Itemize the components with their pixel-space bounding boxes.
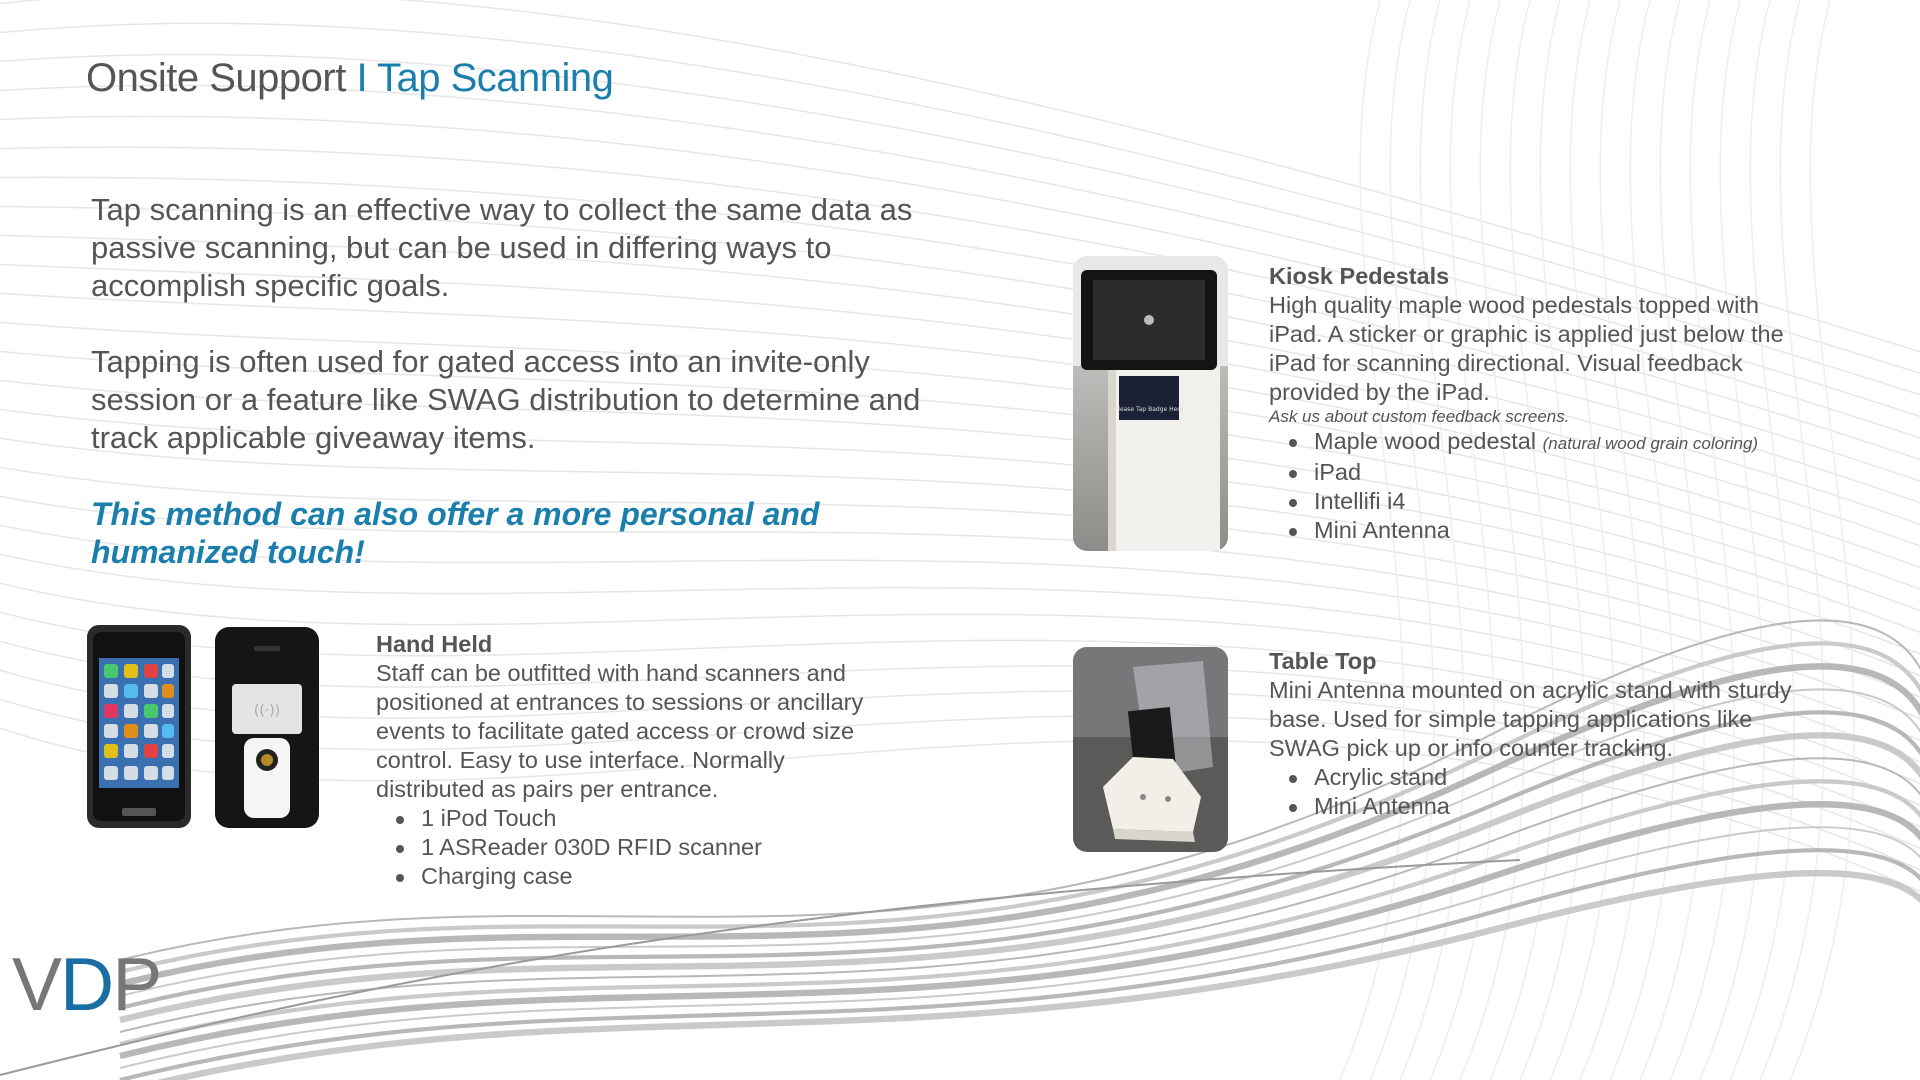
list-item: Mini Antenna	[1314, 516, 1809, 545]
kiosk-description: High quality maple wood pedestals topped with iPad. A sticker or graphic is applied just below the iPad for scanning directional. Visual feedback provided by the iPad.	[1269, 292, 1784, 405]
kiosk-list	[1269, 427, 1809, 545]
ipod-touch-photo	[86, 624, 192, 829]
hand-held-list	[376, 804, 896, 891]
title-separator: I	[356, 56, 368, 100]
table-top-list	[1269, 763, 1809, 821]
list-item: 1 ASReader 030D RFID scanner	[421, 833, 896, 862]
list-item: Maple wood pedestal (natural wood grain coloring)	[1314, 427, 1809, 458]
list-item: iPad	[1314, 458, 1809, 487]
table-top-description: Mini Antenna mounted on acrylic stand with sturdy base. Used for simple tapping applications like SWAG pick up or info counter tracking.	[1269, 677, 1792, 761]
title-topic: Tap Scanning	[376, 56, 614, 100]
list-item: Acrylic stand	[1314, 763, 1809, 792]
list-item: Mini Antenna	[1314, 792, 1809, 821]
kiosk-sign-text: Please Tap Badge Here	[1114, 406, 1184, 413]
kiosk-section	[1269, 262, 1809, 545]
table-top-photo	[1073, 647, 1228, 852]
intro-paragraph-2: Tapping is often used for gated access into an invite-only session or a feature like SWAG distribution to determine and track applicable giveaway items.	[91, 344, 921, 455]
page-title	[86, 56, 613, 101]
hand-held-description: Staff can be outfitted with hand scanners and positioned at entrances to sessions or ancillary events to facilitate gated access or crowd size control. Easy to use interface. Normally distributed as pairs per entrance.	[376, 660, 864, 802]
table-top-section	[1269, 647, 1809, 821]
list-item: 1 iPod Touch	[421, 804, 896, 833]
rfid-scanner-photo	[214, 626, 320, 829]
hand-held-section	[376, 630, 896, 891]
svg-text:((·)): ((·))	[253, 703, 281, 719]
kiosk-pedestal-photo	[1073, 256, 1228, 551]
title-main: Onsite Support	[86, 56, 346, 100]
list-item: Intellifi i4	[1314, 487, 1809, 516]
list-item: Charging case	[421, 862, 896, 891]
kiosk-heading: Kiosk Pedestals	[1269, 263, 1450, 289]
table-top-heading: Table Top	[1269, 648, 1377, 674]
hand-held-heading: Hand Held	[376, 631, 493, 657]
kiosk-note: Ask us about custom feedback screens.	[1269, 407, 1570, 426]
vdp-logo: VDP	[12, 942, 161, 1026]
intro-paragraph-1: Tap scanning is an effective way to collect the same data as passive scanning, but can be used in differing ways to accomplish specific goals.	[91, 192, 913, 303]
intro-highlight: This method can also offer a more personal and humanized touch!	[91, 496, 820, 570]
